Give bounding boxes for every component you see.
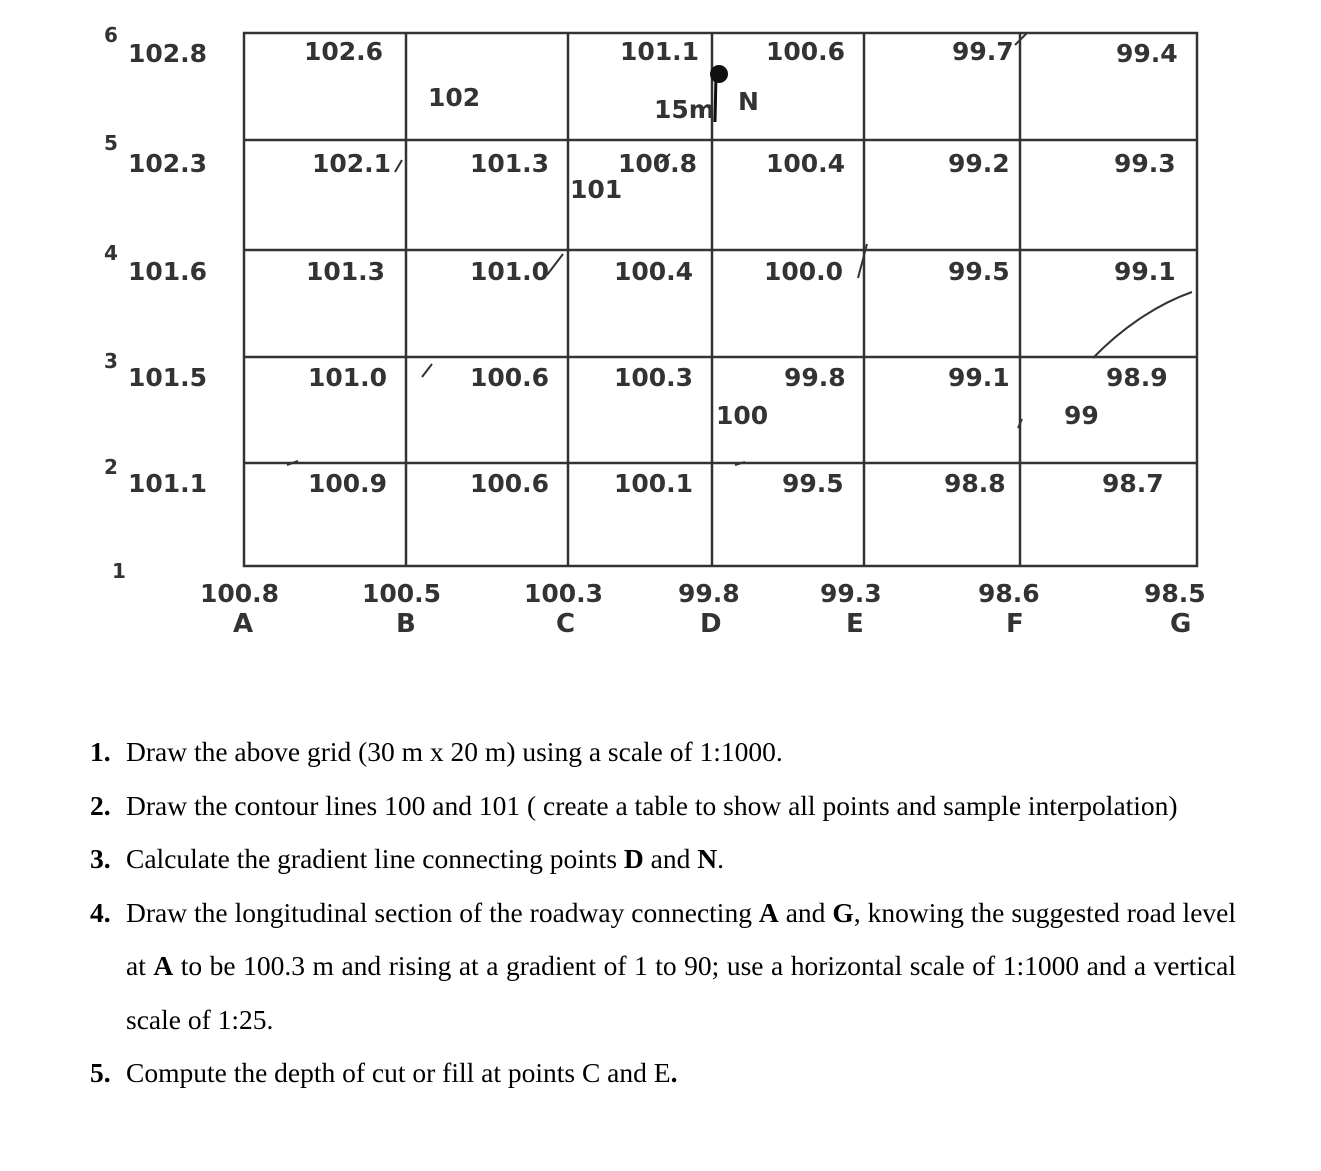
level-d3: 100.3 bbox=[614, 363, 694, 392]
question-text: to be 100.3 m and rising at a gradient of 1 to 90; use a horizontal scale of bbox=[173, 950, 996, 981]
question-text: road level at bbox=[126, 896, 1237, 981]
question-text-line1: Draw the contour lines 100 and 101 ( create a table to show all points and sample bbox=[126, 789, 1022, 821]
level-a4: 101.6 bbox=[128, 257, 208, 286]
question-3 bbox=[86, 832, 1236, 886]
level-b2: 100.9 bbox=[308, 469, 388, 498]
row-number-3: 3 bbox=[104, 349, 118, 373]
column-letter-b: B bbox=[396, 609, 416, 639]
level-c5: 101.3 bbox=[470, 149, 550, 178]
column-letter-e: E bbox=[846, 609, 864, 639]
question-number: 2. bbox=[90, 789, 111, 821]
level-g4: 99.1 bbox=[1114, 257, 1176, 286]
question-2 bbox=[86, 779, 1236, 833]
level-d6: 101.1 bbox=[620, 37, 700, 66]
contour-label-99: 99 bbox=[1064, 401, 1099, 430]
question-number: 5. bbox=[90, 1057, 111, 1088]
level-f2: 98.8 bbox=[944, 469, 1006, 498]
question-text: Compute the depth of cut or fill at points C and E bbox=[126, 1057, 671, 1088]
level-e4: 100.0 bbox=[764, 257, 844, 286]
question-text: and bbox=[778, 896, 833, 928]
contour-label-101: 101 bbox=[570, 175, 623, 204]
column-letter-g: G bbox=[1170, 609, 1192, 639]
level-a1: 100.8 bbox=[200, 579, 280, 608]
column-letter-c: C bbox=[556, 609, 576, 639]
contour-label-100: 100 bbox=[716, 401, 769, 430]
level-b6: 102.6 bbox=[304, 37, 384, 66]
level-b1: 100.5 bbox=[362, 579, 442, 608]
level-g1: 98.5 bbox=[1144, 579, 1206, 608]
question-number: 3. bbox=[90, 843, 111, 874]
level-b3: 101.0 bbox=[308, 363, 388, 392]
row-number-2: 2 bbox=[104, 455, 118, 479]
question-1 bbox=[86, 725, 1236, 779]
level-c4: 101.0 bbox=[470, 257, 550, 286]
question-number: 4. bbox=[90, 896, 111, 928]
level-e6: 100.6 bbox=[766, 37, 846, 66]
point-n-bold: N bbox=[697, 843, 718, 874]
level-d2: 100.1 bbox=[614, 469, 694, 498]
level-f4: 99.5 bbox=[948, 257, 1010, 286]
question-text: and bbox=[643, 843, 698, 874]
pencil-tick bbox=[422, 364, 432, 377]
level-a5: 102.3 bbox=[128, 149, 208, 178]
contour-label-102: 102 bbox=[428, 83, 481, 112]
question-text: . bbox=[717, 843, 724, 874]
level-f5: 99.2 bbox=[948, 149, 1010, 178]
column-letter-a: A bbox=[233, 609, 254, 639]
question-4 bbox=[86, 886, 1236, 1047]
level-a3: 101.5 bbox=[128, 363, 208, 392]
distance-label: 15m bbox=[654, 95, 715, 124]
level-e2: 99.5 bbox=[782, 469, 844, 498]
question-text: Calculate the gradient line connecting points bbox=[126, 843, 624, 874]
question-text: , knowing the suggested bbox=[853, 896, 1120, 928]
level-d4: 100.4 bbox=[614, 257, 694, 286]
level-c2: 100.6 bbox=[470, 469, 550, 498]
level-d5: 100.8 bbox=[618, 149, 698, 178]
level-e1: 99.3 bbox=[820, 579, 882, 608]
level-g3: 98.9 bbox=[1106, 363, 1168, 392]
level-g6: 99.4 bbox=[1116, 39, 1178, 68]
question-text-line2: interpolation) bbox=[1027, 789, 1178, 821]
point-n-marker bbox=[710, 65, 728, 83]
level-d1: 99.8 bbox=[678, 579, 740, 608]
question-text: Draw the above grid (30 m x 20 m) using a scale of 1:1000. bbox=[126, 736, 783, 767]
question-period-bold: . bbox=[670, 1057, 678, 1088]
level-g5: 99.3 bbox=[1114, 149, 1176, 178]
level-b4: 101.3 bbox=[306, 257, 386, 286]
question-text: 1:1000 and a vertical scale of 1:25. bbox=[126, 950, 1236, 1035]
level-e5: 100.4 bbox=[766, 149, 846, 178]
point-a-bold: A bbox=[153, 950, 174, 981]
question-text: Draw the longitudinal section of the roadway connecting bbox=[126, 896, 759, 928]
point-a-bold: A bbox=[758, 896, 779, 928]
level-b5: 102.1 bbox=[312, 149, 392, 178]
question-number: 1. bbox=[90, 736, 111, 767]
question-list bbox=[86, 725, 1236, 1100]
point-d-bold: D bbox=[623, 843, 644, 874]
row-number-5: 5 bbox=[104, 131, 118, 155]
point-n-label: N bbox=[738, 87, 759, 116]
level-f3: 99.1 bbox=[948, 363, 1010, 392]
row-number-4: 4 bbox=[104, 241, 118, 265]
level-f1: 98.6 bbox=[978, 579, 1040, 608]
question-5 bbox=[86, 1046, 1236, 1100]
point-g-bold: G bbox=[832, 896, 854, 928]
column-letter-f: F bbox=[1006, 609, 1024, 639]
level-f6: 99.7 bbox=[952, 37, 1014, 66]
point-n-stem bbox=[715, 74, 716, 122]
level-c3: 100.6 bbox=[470, 363, 550, 392]
column-letter-d: D bbox=[700, 609, 722, 639]
level-a6: 102.8 bbox=[128, 39, 208, 68]
level-c1: 100.3 bbox=[524, 579, 604, 608]
pencil-tick bbox=[395, 160, 402, 172]
contour-99-curve bbox=[1093, 292, 1192, 358]
level-a2: 101.1 bbox=[128, 469, 208, 498]
level-e3: 99.8 bbox=[784, 363, 846, 392]
row-number-1: 1 bbox=[112, 559, 126, 583]
row-number-6: 6 bbox=[104, 23, 118, 47]
level-g2: 98.7 bbox=[1102, 469, 1164, 498]
pencil-tick bbox=[547, 254, 563, 275]
